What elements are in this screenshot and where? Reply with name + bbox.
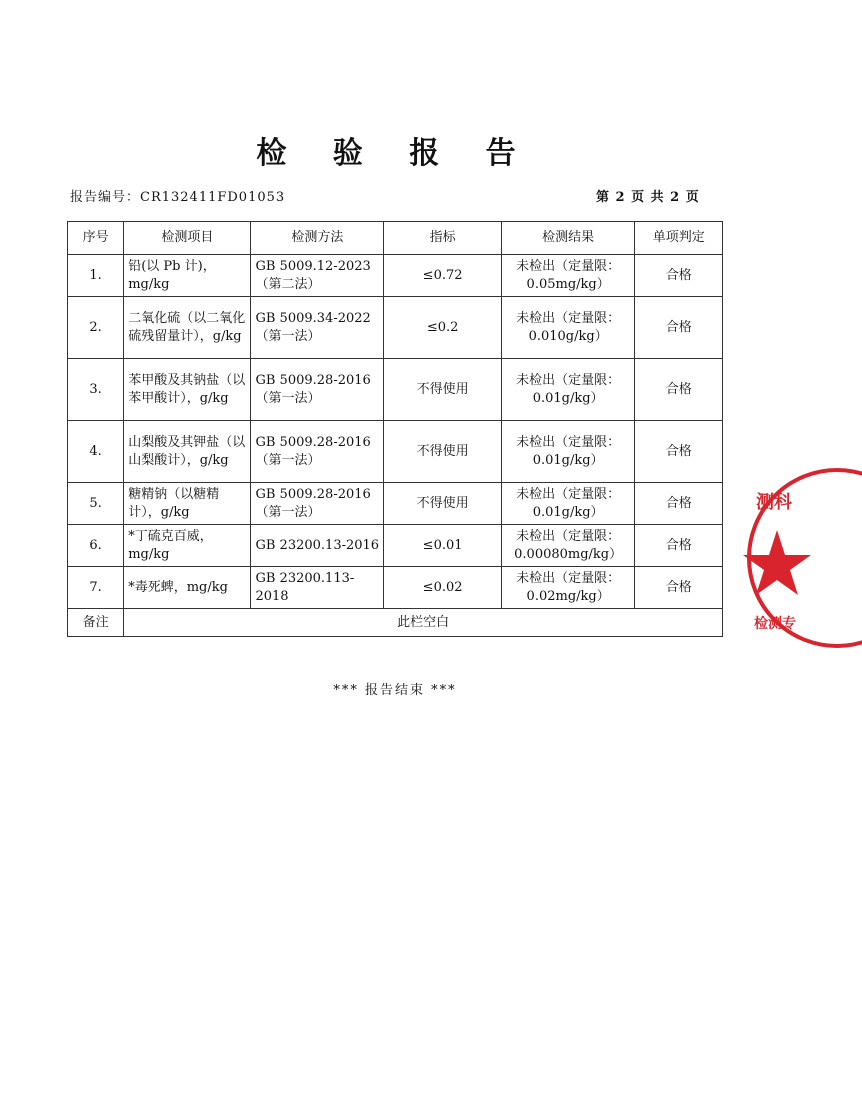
cell-seq: 1. — [68, 255, 124, 297]
table-row — [68, 567, 723, 609]
table-row — [68, 525, 723, 567]
cell-judge: 合格 — [635, 421, 723, 483]
report-end: *** 报告结束 *** — [333, 683, 457, 698]
cell-item: 苯甲酸及其钠盐（以苯甲酸计），g/kg — [124, 359, 251, 421]
table-header-row — [68, 222, 723, 255]
header-judge: 单项判定 — [635, 222, 723, 255]
cell-index: ≤0.02 — [384, 567, 501, 609]
cell-method: GB 5009.12-2023（第二法） — [251, 255, 384, 297]
cell-seq: 6. — [68, 525, 124, 567]
cell-method: GB 23200.113-2018 — [251, 567, 384, 609]
header-seq: 序号 — [68, 222, 124, 255]
cell-index: ≤0.2 — [384, 297, 501, 359]
seal-bottom-text: 检测专 — [754, 616, 796, 632]
official-seal-icon — [742, 458, 862, 648]
cell-index: 不得使用 — [384, 483, 501, 525]
cell-item: *丁硫克百威，mg/kg — [124, 525, 251, 567]
cell-seq: 7. — [68, 567, 124, 609]
cell-seq: 3. — [68, 359, 124, 421]
table-row — [68, 421, 723, 483]
remark-row — [68, 609, 723, 637]
report-number: 报告编号：CR132411FD01053 — [70, 190, 286, 205]
cell-result: 未检出（定量限：0.010g/kg） — [501, 297, 635, 359]
remark-value: 此栏空白 — [124, 609, 723, 637]
cell-seq: 5. — [68, 483, 124, 525]
cell-index: ≤0.01 — [384, 525, 501, 567]
cell-method: GB 5009.34-2022（第一法） — [251, 297, 384, 359]
cell-seq: 4. — [68, 421, 124, 483]
cell-judge: 合格 — [635, 567, 723, 609]
cell-item: 铅(以 Pb 计)，mg/kg — [124, 255, 251, 297]
cell-result: 未检出（定量限：0.01g/kg） — [501, 483, 635, 525]
cell-item: *毒死蜱，mg/kg — [124, 567, 251, 609]
seal-top-text: 测科 — [756, 492, 792, 513]
cell-item: 二氧化硫（以二氧化硫残留量计），g/kg — [124, 297, 251, 359]
cell-item: 山梨酸及其钾盐（以山梨酸计），g/kg — [124, 421, 251, 483]
cell-method: GB 23200.13-2016 — [251, 525, 384, 567]
cell-result: 未检出（定量限：0.02mg/kg） — [501, 567, 635, 609]
table-row — [68, 297, 723, 359]
header-result: 检测结果 — [501, 222, 635, 255]
cell-item: 糖精钠（以糖精计），g/kg — [124, 483, 251, 525]
header-item: 检测项目 — [124, 222, 251, 255]
report-title: 检 验 报 告 — [256, 136, 534, 171]
cell-index: 不得使用 — [384, 359, 501, 421]
table-row — [68, 359, 723, 421]
page-info: 第 2 页 共 2 页 — [596, 190, 700, 205]
header-method: 检测方法 — [251, 222, 384, 255]
table-row — [68, 255, 723, 297]
cell-method: GB 5009.28-2016（第一法） — [251, 359, 384, 421]
cell-result: 未检出（定量限：0.00080mg/kg） — [501, 525, 635, 567]
cell-result: 未检出（定量限：0.05mg/kg） — [501, 255, 635, 297]
cell-seq: 2. — [68, 297, 124, 359]
cell-index: 不得使用 — [384, 421, 501, 483]
cell-result: 未检出（定量限：0.01g/kg） — [501, 421, 635, 483]
cell-result: 未检出（定量限：0.01g/kg） — [501, 359, 635, 421]
cell-judge: 合格 — [635, 255, 723, 297]
header-index: 指标 — [384, 222, 501, 255]
cell-index: ≤0.72 — [384, 255, 501, 297]
cell-judge: 合格 — [635, 359, 723, 421]
cell-method: GB 5009.28-2016（第一法） — [251, 421, 384, 483]
cell-judge: 合格 — [635, 525, 723, 567]
cell-judge: 合格 — [635, 483, 723, 525]
table-row — [68, 483, 723, 525]
cell-method: GB 5009.28-2016（第一法） — [251, 483, 384, 525]
remark-label: 备注 — [68, 609, 124, 637]
inspection-table — [67, 221, 723, 637]
cell-judge: 合格 — [635, 297, 723, 359]
